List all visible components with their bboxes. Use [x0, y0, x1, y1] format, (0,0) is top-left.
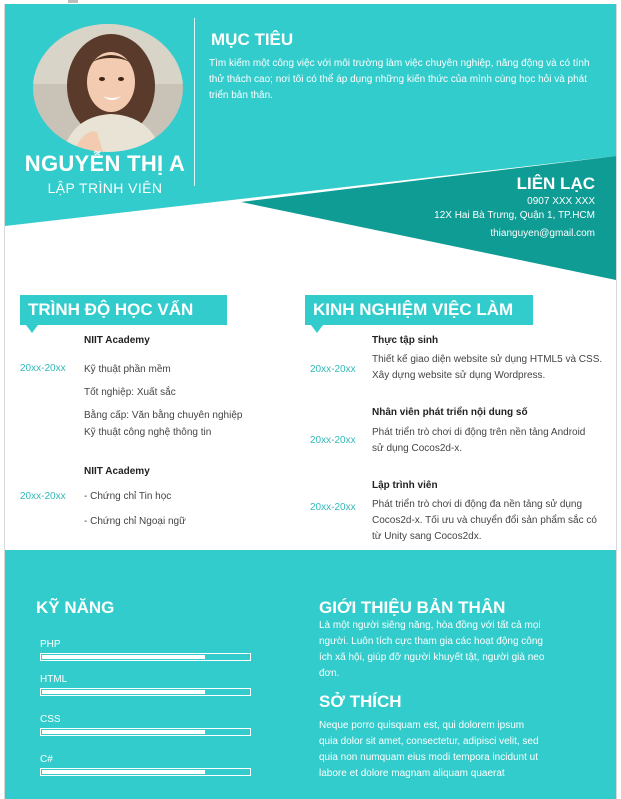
education-date: 20xx-20xx: [20, 491, 66, 502]
hobbies-line: Neque porro quisquam est, qui dolorem ipsum: [319, 720, 525, 731]
skill-bar: [40, 768, 251, 776]
objective-title: MỤC TIÊU: [211, 30, 294, 49]
experience-position: Lập trình viên: [372, 480, 438, 491]
skill-label: PHP: [40, 639, 61, 650]
education-date: 20xx-20xx: [20, 363, 66, 374]
education-line: - Chứng chỉ Ngoại ngữ: [84, 516, 186, 527]
education-line: - Chứng chỉ Tin học: [84, 491, 172, 502]
contact-phone: 0907 XXX XXX: [527, 196, 595, 207]
education-school: NIIT Academy: [84, 466, 150, 477]
experience-line: Thiết kế giao diện website sử dụng HTML5 và CSS.: [372, 354, 603, 365]
skill-label: CSS: [40, 714, 61, 725]
skill-fill: [42, 690, 205, 694]
hobbies-line: quia non numquam eius modi tempora incidunt ut: [319, 752, 539, 763]
experience-line: Xây dựng website sử dụng Wordpress.: [372, 370, 546, 381]
experience-date: 20xx-20xx: [310, 435, 356, 446]
about-line: Là một người siêng năng, hòa đồng với tất cả mọi: [319, 620, 541, 631]
experience-line: Cocos2d-x. Tối ưu và chuyển đổi sản phẩm sắc có: [372, 515, 597, 526]
skill-fill: [42, 770, 205, 774]
profile-role: LẬP TRÌNH VIÊN: [47, 180, 163, 196]
skill-fill: [42, 730, 205, 734]
experience-position: Thực tập sinh: [372, 335, 439, 346]
contact-address: 12X Hai Bà Trưng, Quận 1, TP.HCM: [434, 210, 595, 221]
hobbies-line: labore et dolore magnam aliquam quaerat: [319, 768, 505, 779]
experience-line: từ Unity sang Cocos2dx.: [372, 531, 482, 542]
education-line: Kỹ thuật công nghệ thông tin: [84, 427, 212, 438]
skill-fill: [42, 655, 205, 659]
skills-title: KỸ NĂNG: [36, 598, 115, 617]
contact-title: LIÊN LẠC: [516, 174, 595, 193]
skill-bar: [40, 653, 251, 661]
about-line: ích xã hội, giúp đỡ người khuyết tật, người già neo: [319, 652, 545, 663]
skill-bar: [40, 688, 251, 696]
about-line: người. Luôn tích cực tham gia các hoạt động công: [319, 636, 543, 647]
footer-panel: [5, 550, 616, 799]
experience-position: Nhân viên phát triển nội dung số: [372, 407, 528, 418]
objective-text: Tìm kiếm một công việc với môi trường làm việc chuyên nghiệp, năng động và có tính thử thách cao; nơi tôi có thể áp dụng những kiến thức của mình cùng học hỏi và phát triển bản thân.: [209, 58, 590, 101]
experience-section-title: KINH NGHIỆM VIỆC LÀM: [305, 295, 533, 325]
education-line: Bằng cấp: Văn bằng chuyên nghiệp: [84, 410, 243, 421]
hobbies-title: SỞ THÍCH: [319, 692, 402, 711]
education-section-title: TRÌNH ĐỘ HỌC VẤN: [20, 295, 227, 325]
education-school: NIIT Academy: [84, 335, 150, 346]
skill-label: C#: [40, 754, 53, 765]
about-title: GIỚI THIỆU BẢN THÂN: [319, 598, 506, 617]
hobbies-line: quia dolor sit amet, consectetur, adipisci velit, sed: [319, 736, 539, 747]
skill-bar: [40, 728, 251, 736]
about-line: đơn.: [319, 668, 340, 679]
profile-name: NGUYỄN THỊ A: [24, 151, 186, 176]
education-line: Kỹ thuật phần mềm: [84, 364, 171, 375]
experience-date: 20xx-20xx: [310, 502, 356, 513]
education-line: Tốt nghiệp: Xuất sắc: [84, 387, 176, 398]
experience-line: Phát triển trò chơi di động trên nền tảng Android: [372, 427, 586, 438]
resume-page: [4, 4, 617, 799]
contact-email[interactable]: thianguyen@gmail.com: [490, 228, 595, 239]
window-edge-marker: [68, 0, 78, 3]
profile-photo: [33, 24, 183, 152]
experience-line: Phát triển trò chơi di động đa nền tảng sử dụng: [372, 499, 583, 510]
skill-label: HTML: [40, 674, 68, 685]
experience-line: sử dụng Cocos2d-x.: [372, 443, 463, 454]
experience-date: 20xx-20xx: [310, 364, 356, 375]
